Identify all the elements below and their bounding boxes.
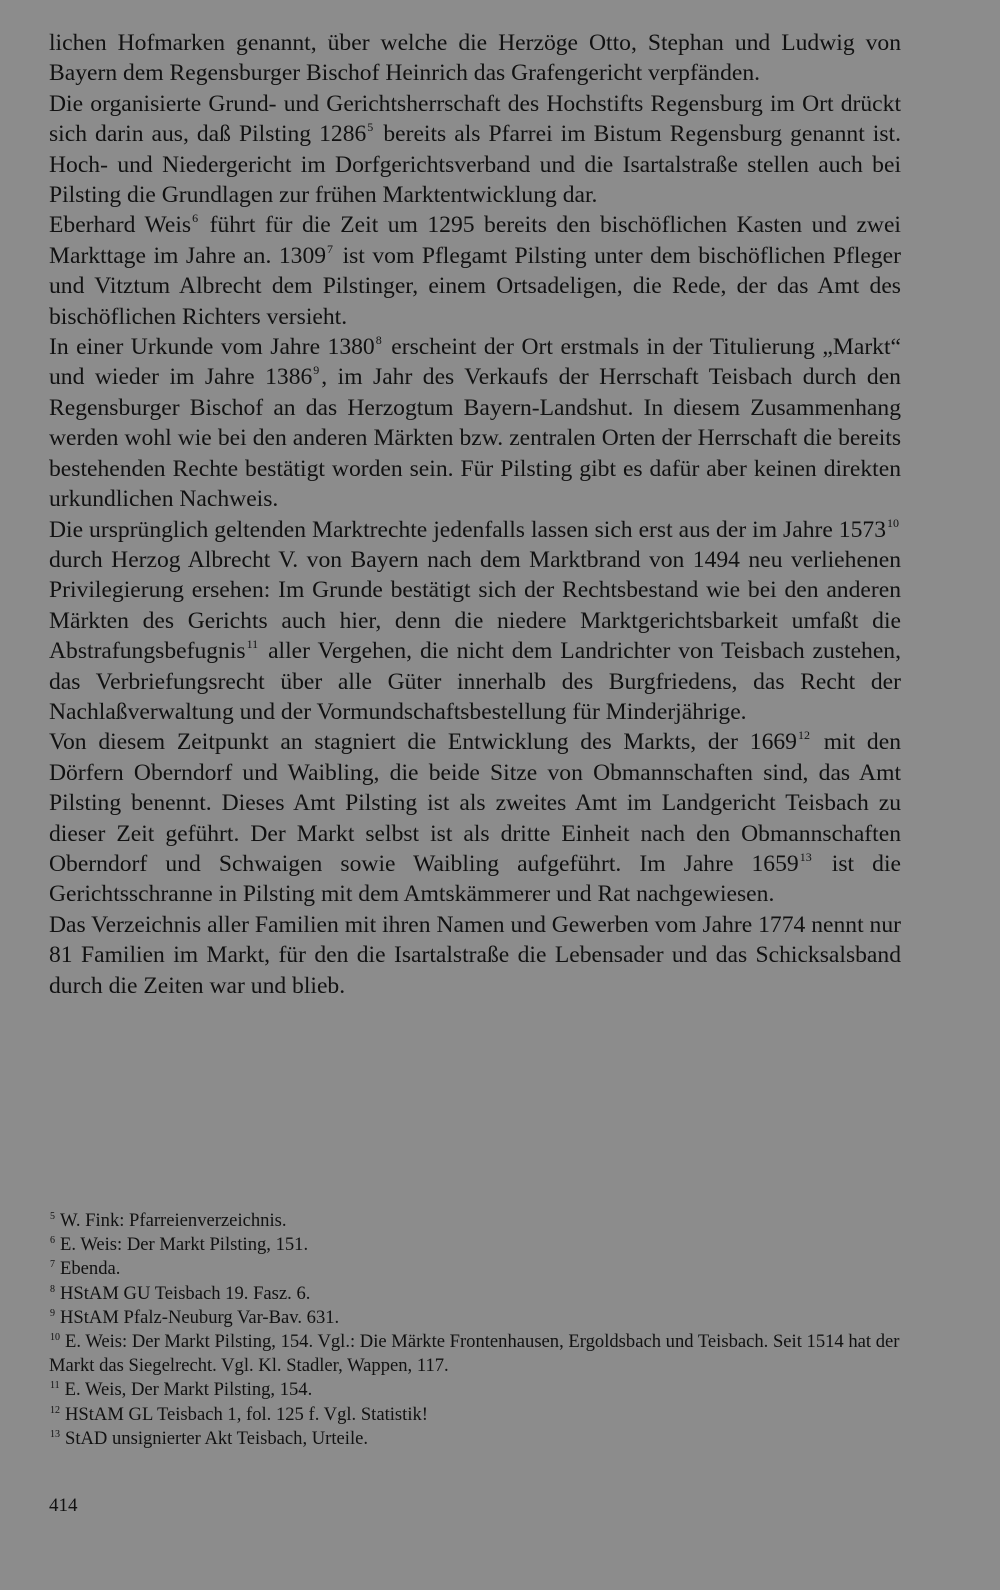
footnote-text: E. Weis: Der Markt Pilsting, 151.	[60, 1234, 309, 1256]
paragraph-5: Die ursprünglich geltenden Marktrechte jedenfalls lassen sich erst aus der im Jahre 1573$^{10}$ durch Herzog Albrecht V. von Bayern nach dem Marktbrand von 1494 neu verliehenen Privilegierung ersehen: Im Grunde bestätigt sich der Rechtsbestand wie bei den anderen Märkten des Gerichts auch hier, denn die niedere Marktgerichtsbarkeit umfaßt die Abstrafungsbefugnis$^{11}$ aller Vergehen, die nicht dem Landrichter von Teisbach zustehen, das Verbriefungsrecht über alle Güter innerhalb des Burgfriedens, das Recht der Nachlaßverwaltung und der Vormundschaftsbestellung für Minderjährige.	[49, 515, 902, 725]
body-text	[49, 28, 901, 1001]
footnote-ref[interactable]: 6	[192, 211, 199, 226]
footnote-text: E. Weis: Der Markt Pilsting, 154. Vgl.: Die Märkte Frontenhausen, Ergoldsbach und Teisbach. Seit 1514 hat der Markt das Siegelrecht. Vgl. Kl. Stadler, Wappen, 117.	[49, 1331, 900, 1377]
footnote	[49, 1306, 901, 1330]
footnote-text: Ebenda.	[60, 1258, 121, 1280]
footnote	[49, 1378, 901, 1402]
footnote-ref[interactable]: 9	[313, 363, 320, 378]
paragraph-4: In einer Urkunde vom Jahre 1380$^8$ erscheint der Ort erstmals in der Titulierung „Markt“ und wieder im Jahre 1386$^9$, im Jahr des Verkaufs der Herrschaft Teisbach durch den Regensburger Bischof an das Herzogtum Bayern-Landshut. In diesem Zusammenhang werden wohl wie bei den anderen Märkten bzw. zentralen Orten der Herrschaft die bereits bestehenden Rechte bestätigt worden sein. Für Pilsting gibt es dafür aber keinen direkten urkundlichen Nachweis.	[49, 333, 901, 513]
footnote-text: HStAM Pfalz-Neuburg Var-Bav. 631.	[60, 1306, 340, 1328]
footnote	[49, 1209, 901, 1233]
paragraph-1: lichen Hofmarken genannt, über welche die Herzöge Otto, Stephan und Ludwig von Bayern dem Regensburger Bischof Heinrich das Grafengericht verpfänden.	[49, 30, 901, 87]
footnote-number: 11	[50, 1380, 60, 1392]
footnote-text: W. Fink: Pfarreienverzeichnis.	[60, 1210, 287, 1231]
footnote-text: StAD unsignierter Akt Teisbach, Urteile.	[65, 1427, 369, 1449]
paragraph-7: Das Verzeichnis aller Familien mit ihren Namen und Gewerben vom Jahre 1774 nennt nur 81 Familien im Markt, für den die Isartalstraße die Lebensader und das Schicksalsband durch die Zeiten war und blieb.	[49, 911, 901, 999]
footnotes	[49, 1209, 901, 1451]
paragraph-2: Die organisierte Grund- und Gerichtsherrschaft des Hochstifts Regensburg im Ort drückt sich darin aus, daß Pilsting 1286$^5$ bereits als Pfarrei im Bistum Regensburg genannt ist. Hoch- und Niedergericht im Dorfgerichtsverband und die Isartalstraße stellen auch bei Pilsting die Grundlagen zur frühen Marktentwicklung dar.	[49, 90, 901, 209]
footnote	[49, 1403, 901, 1427]
footnote-ref[interactable]: 5	[367, 120, 374, 135]
footnote-number: 8	[50, 1283, 55, 1295]
footnote-number: 13	[50, 1428, 60, 1440]
footnote	[49, 1330, 901, 1378]
footnote-text: E. Weis, Der Markt Pilsting, 154.	[64, 1379, 313, 1401]
page-number: 414	[49, 1495, 78, 1516]
footnote-ref[interactable]: 10	[887, 515, 899, 530]
footnote-number: 5	[50, 1211, 55, 1222]
footnote-number: 10	[50, 1332, 60, 1344]
footnote	[49, 1257, 901, 1281]
paragraph-3: Eberhard Weis$^6$ führt für die Zeit um 1295 bereits den bischöflichen Kasten und zwei Markttage im Jahre an. 1309$^7$ ist vom Pflegamt Pilsting unter dem bischöflichen Pfleger und Vitztum Albrecht dem Pilstinger, einem Ortsadeligen, die Rede, der das Amt des bischöflichen Richters versieht.	[49, 211, 901, 330]
footnote-ref[interactable]: 13	[799, 849, 812, 864]
footnote-ref[interactable]: 8	[375, 333, 382, 348]
footnote-number: 6	[50, 1235, 55, 1247]
paragraph-6: Von diesem Zeitpunkt an stagniert die Entwicklung des Markts, der 1669$^{12}$ mit den Dörfern Oberndorf und Waibling, die beide Sitze von Obmannschaften sind, das Amt Pilsting benennt. Dieses Amt Pilsting ist als zweites Amt im Landgericht Teisbach zu dieser Zeit geführt. Der Markt selbst ist als dritte Einheit nach den Obmannschaften Oberndorf und Schwaigen sowie Waibling aufgeführt. Im Jahre 1659$^{13}$ ist die Gerichtsschranne in Pilsting mit dem Amtskämmerer und Rat nachgewiesen.	[49, 728, 901, 908]
footnote-ref[interactable]: 11	[246, 637, 259, 652]
footnote	[49, 1282, 901, 1306]
footnote-text: HStAM GU Teisbach 19. Fasz. 6.	[60, 1282, 311, 1304]
footnote-ref[interactable]: 12	[797, 728, 810, 743]
footnote-number: 7	[50, 1259, 55, 1271]
footnote-text: HStAM GL Teisbach 1, fol. 125 f. Vgl. Statistik!	[65, 1403, 428, 1425]
footnote-number: 9	[50, 1307, 55, 1319]
footnote-ref[interactable]: 7	[327, 241, 334, 256]
footnote	[49, 1233, 901, 1257]
footnote	[49, 1427, 901, 1451]
footnote-number: 12	[50, 1404, 60, 1416]
